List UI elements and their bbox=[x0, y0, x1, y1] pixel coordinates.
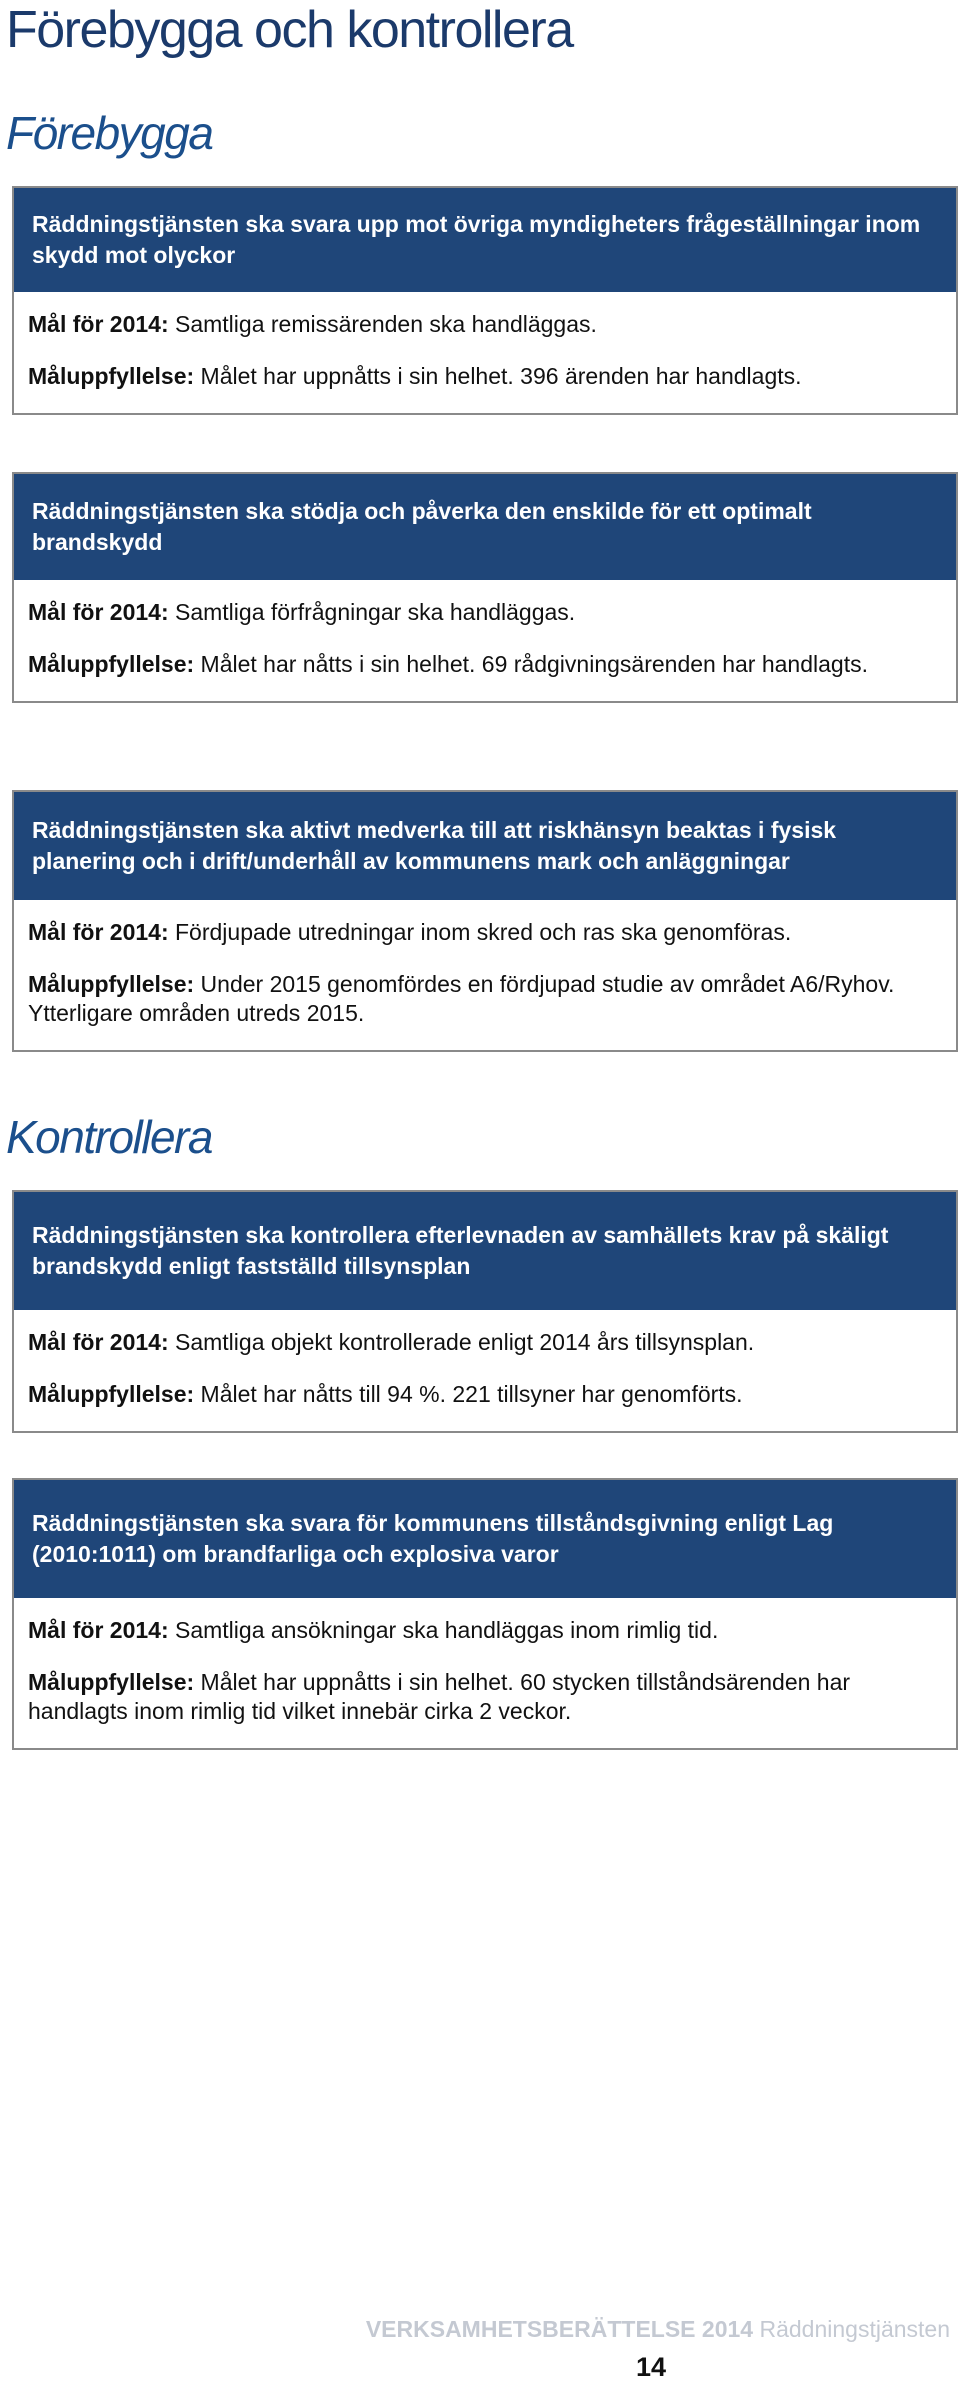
goal-header: Räddningstjänsten ska svara för kommunens tillståndsgivning enligt Lag (2010:1011) om brandfarliga och explosiva varor bbox=[14, 1480, 956, 1598]
goal-target-text: Samtliga förfrågningar ska handläggas. bbox=[175, 599, 576, 625]
goal-header: Räddningstjänsten ska aktivt medverka till att riskhänsyn beaktas i fysisk planering och i drift/underhåll av kommunens mark och anläggningar bbox=[14, 792, 956, 900]
goal-outcome-label: Måluppfyllelse: bbox=[28, 1381, 195, 1407]
goal-outcome-text: Målet har nåtts till 94 %. 221 tillsyner har genomförts. bbox=[200, 1381, 743, 1407]
goal-outcome-text: Under 2015 genomfördes en fördjupad studie av området A6/Ryhov. Ytterligare områden utreds 2015. bbox=[28, 971, 895, 1026]
goal-outcome-text: Målet har nåtts i sin helhet. 69 rådgivningsärenden har handlagts. bbox=[200, 651, 868, 677]
goal-body bbox=[14, 900, 956, 1050]
goal-target-text: Fördjupade utredningar inom skred och ras ska genomföras. bbox=[175, 919, 792, 945]
footer bbox=[366, 2316, 950, 2343]
goal-target-label: Mål för 2014: bbox=[28, 1617, 169, 1643]
goal-outcome bbox=[28, 650, 942, 679]
goal-outcome-label: Måluppfyllelse: bbox=[28, 971, 195, 997]
goal-target-text: Samtliga ansökningar ska handläggas inom rimlig tid. bbox=[175, 1617, 719, 1643]
goal-target-text: Samtliga remissärenden ska handläggas. bbox=[175, 311, 597, 337]
goal-target-label: Mål för 2014: bbox=[28, 1329, 169, 1355]
goal-box bbox=[12, 790, 958, 1052]
goal-outcome-label: Måluppfyllelse: bbox=[28, 363, 195, 389]
footer-report-name: VERKSAMHETSBERÄTTELSE 2014 bbox=[365, 2316, 754, 2342]
goal-body bbox=[14, 292, 956, 413]
goal-target-label: Mål för 2014: bbox=[28, 919, 169, 945]
footer-organization: Räddningstjänsten bbox=[759, 2316, 950, 2342]
goal-target-text: Samtliga objekt kontrollerade enligt 2014 års tillsynsplan. bbox=[175, 1329, 755, 1355]
goal-header: Räddningstjänsten ska svara upp mot övriga myndigheters frågeställningar inom skydd mot olyckor bbox=[14, 188, 956, 292]
goal-target bbox=[28, 310, 942, 339]
goal-body bbox=[14, 1598, 956, 1748]
goal-box bbox=[12, 1478, 958, 1750]
page-number: 14 bbox=[636, 2352, 667, 2382]
goal-header: Räddningstjänsten ska kontrollera efterlevnaden av samhällets krav på skäligt brandskydd enligt fastställd tillsynsplan bbox=[14, 1192, 956, 1310]
goal-box bbox=[12, 1190, 958, 1433]
section-title-kontrollera: Kontrollera bbox=[6, 1111, 212, 1163]
goal-target-label: Mål för 2014: bbox=[28, 599, 169, 625]
goal-body bbox=[14, 1310, 956, 1431]
goal-header: Räddningstjänsten ska stödja och påverka den enskilde för ett optimalt brandskydd bbox=[14, 474, 956, 580]
section-title-forebygga: Förebygga bbox=[6, 107, 213, 159]
goal-outcome bbox=[28, 970, 942, 1028]
goal-outcome-label: Måluppfyllelse: bbox=[28, 1669, 195, 1695]
goal-outcome-text: Målet har uppnåtts i sin helhet. 60 stycken tillståndsärenden har handlagts inom rimlig tid vilket innebär cirka 2 veckor. bbox=[28, 1669, 851, 1724]
goal-target bbox=[28, 598, 942, 627]
goal-target bbox=[28, 1328, 942, 1357]
goal-target bbox=[28, 918, 942, 947]
goal-body bbox=[14, 580, 956, 701]
goal-outcome-label: Måluppfyllelse: bbox=[28, 651, 195, 677]
goal-box bbox=[12, 186, 958, 415]
goal-outcome bbox=[28, 1668, 942, 1726]
goal-outcome bbox=[28, 362, 942, 391]
page-title: Förebygga och kontrollera bbox=[6, 1, 573, 59]
goal-target bbox=[28, 1616, 942, 1645]
goal-outcome-text: Målet har uppnåtts i sin helhet. 396 ärenden har handlagts. bbox=[200, 363, 802, 389]
goal-box bbox=[12, 472, 958, 703]
goal-target-label: Mål för 2014: bbox=[28, 311, 169, 337]
goal-outcome bbox=[28, 1380, 942, 1409]
